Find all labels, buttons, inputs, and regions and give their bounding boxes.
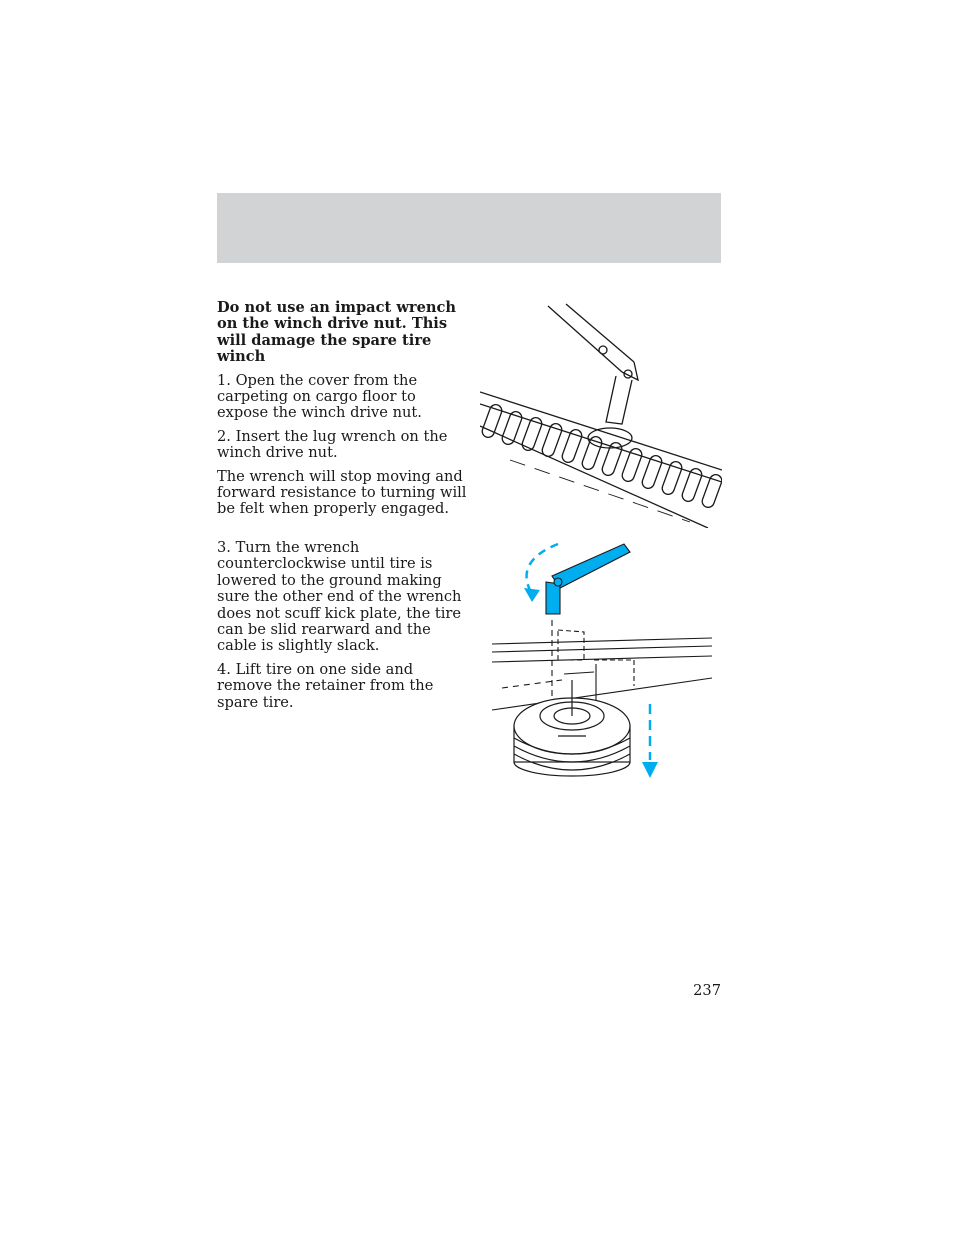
step-1-text: 1. Open the cover from the carpeting on cargo floor to expose the winch drive nut. bbox=[217, 371, 422, 422]
step-2-text: 2. Insert the lug wrench on the winch drive nut. bbox=[217, 427, 448, 462]
text-column-1 bbox=[217, 300, 469, 525]
text-column-2 bbox=[217, 540, 469, 718]
tire-lowering-drawing bbox=[488, 540, 722, 782]
wrench-insert-drawing bbox=[480, 300, 722, 528]
tire-lowering-illustration bbox=[488, 540, 722, 782]
engagement-note-text: The wrench will stop moving and forward resistance to turning will be felt when properly engaged. bbox=[217, 467, 467, 518]
step-4-text: 4. Lift tire on one side and remove the retainer from the spare tire. bbox=[217, 660, 434, 711]
section-header-band bbox=[217, 193, 721, 263]
step-3-text: 3. Turn the wrench counterclockwise until tire is lowered to the ground making sure the other end of the wrench does not scuff kick plate, the tire can be slid rearward and the cable is slightly slack. bbox=[217, 539, 462, 655]
warning-text: Do not use an impact wrench on the winch drive nut. This will damage the spare tire winch bbox=[217, 299, 456, 366]
page-number: 237 bbox=[693, 982, 721, 999]
wrench-insert-illustration bbox=[480, 300, 722, 528]
